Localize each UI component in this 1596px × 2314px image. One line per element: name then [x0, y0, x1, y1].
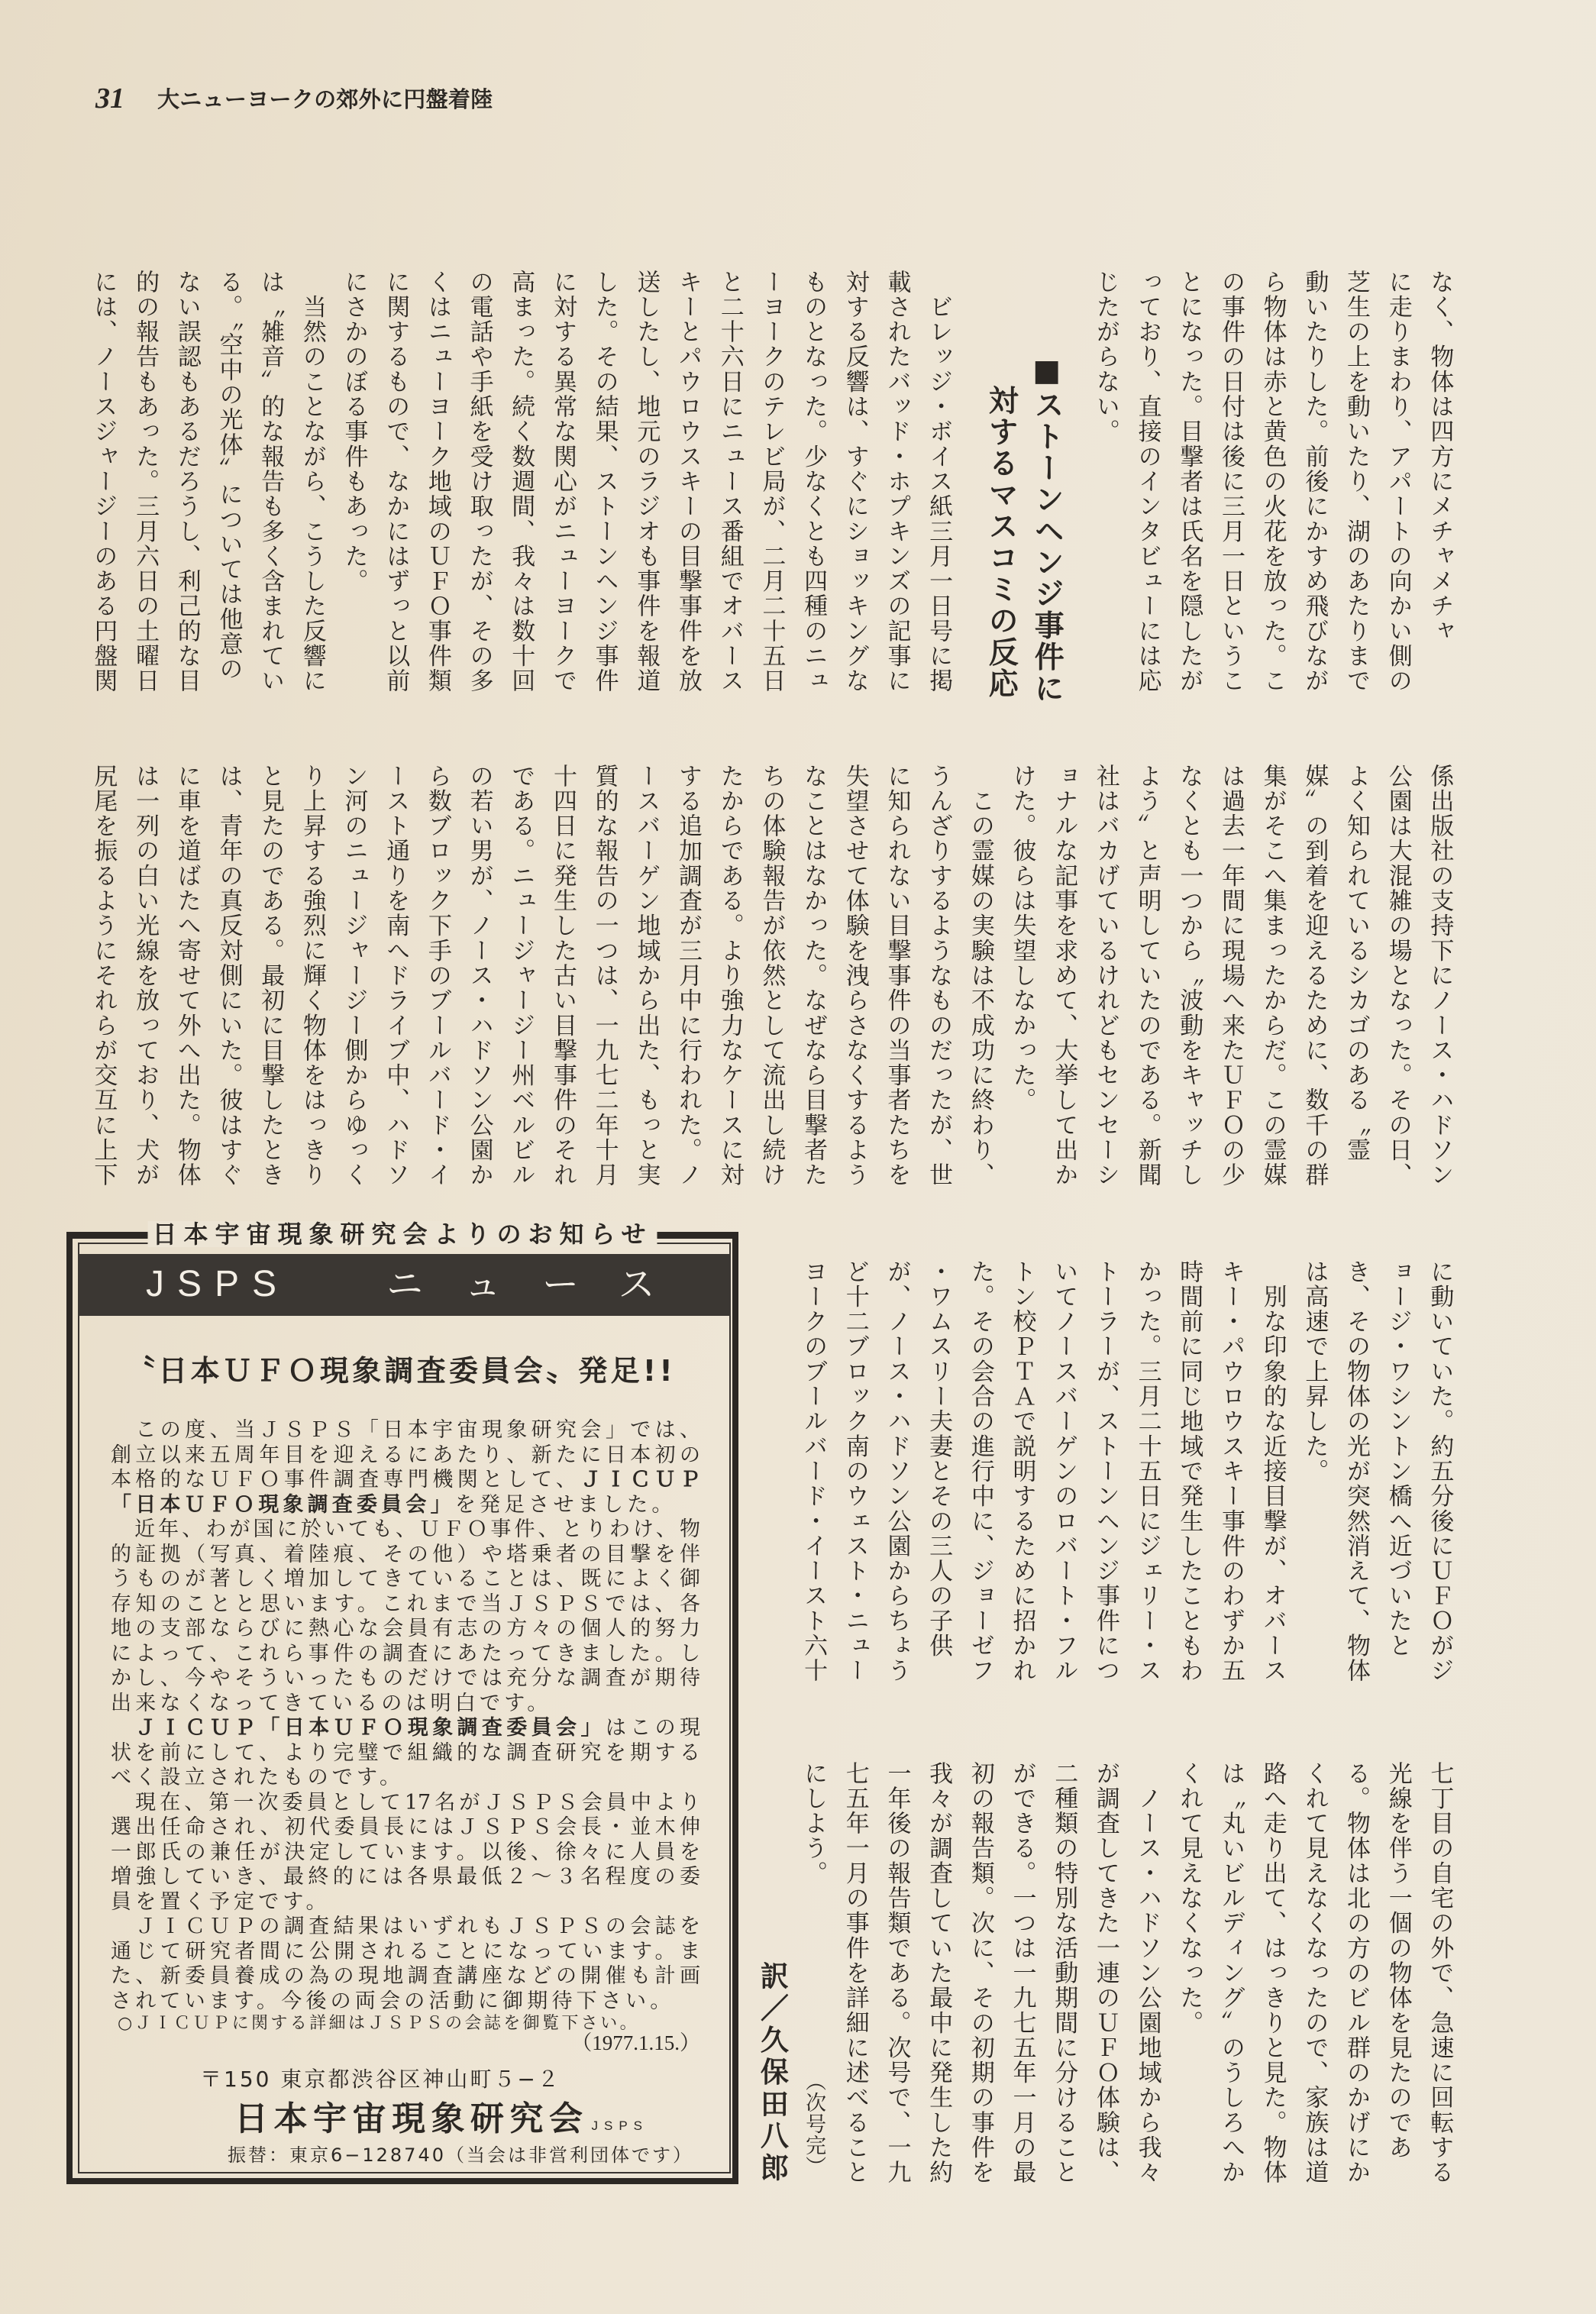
text-segment: 近年、わが国に於いても、ＵＦＯ事件、とりわけ、物 [111, 1517, 700, 1541]
text-column: は〝雑音〟的な報告も多く含まれてい [257, 270, 285, 694]
text-column: トン校ＰＴＡで説明するために招かれ [1008, 1259, 1036, 1684]
text-column: キーとパウロウスキーの目撃事件を放 [674, 270, 702, 694]
text-column: る。〝空中の光体〟については他意の [215, 270, 243, 682]
text-column: に走りまわり、アパートの向かい側の [1384, 270, 1412, 694]
text-column: 路へ走り出て、はっきりと見た。物体 [1258, 1761, 1287, 2186]
notice-body-line [111, 1741, 700, 1766]
text-column: トーラーが、ストーンヘンジ事件につ [1091, 1259, 1119, 1684]
bold-text-segment: ＪＩＣＵＰ「日本ＵＦＯ現象調査委員会」 [135, 1716, 606, 1740]
notice-body-line [111, 1517, 700, 1543]
text-column: ができる。一つは一九七五年一月の最 [1008, 1761, 1036, 2186]
text-column: じたがらない。 [1091, 270, 1119, 444]
text-column: 二種類の特別な活動期間に分けること [1050, 1761, 1078, 2186]
text-segment: 本格的なＵＦＯ事件調査専門機関として、 [111, 1468, 581, 1491]
text-segment: ＪＩＣＵＰの調査結果はいずれもＪＳＰＳの会誌を [111, 1915, 700, 1938]
text-column: 動いたりした。前後にかすめ飛びなが [1300, 270, 1329, 694]
article-bottom-band-upper [792, 1259, 1460, 1718]
notice-body-line [111, 1543, 700, 1568]
text-column: 係出版社の支持下にノース・ハドソン [1426, 764, 1454, 1188]
org-name: 日本宇宙現象研究会 [234, 2099, 589, 2138]
text-segment: 員を置く予定です。 [111, 1889, 331, 1914]
text-column: ースバーゲン地域から出た、もっと実 [632, 764, 661, 1188]
text-column: が調査してきた一連のＵＦＯ体験は、 [1091, 1761, 1119, 2186]
text-segment: 通じて研究者間に公開されることになっています。ま [111, 1939, 700, 1963]
text-column: 媒〟の到着を迎えるために、数千の群 [1300, 764, 1329, 1188]
text-column: くはニューヨーク地域のＵＦＯ事件類 [423, 270, 451, 694]
org-signature [234, 2099, 648, 2139]
text-segment: かし、今やそういったものだけでは充分な調査が期待 [111, 1666, 700, 1690]
notice-footnote: ○ＪＩＣＵＰに関する詳細はＪＳＰＳの会誌を御覧下さい。 [118, 2014, 639, 2033]
notice-body-line [111, 1666, 700, 1692]
text-column: ン河のニュージャージー側からゆっく [340, 764, 368, 1188]
text-column: 的の報告もあった。三月六日の土曜日 [131, 270, 160, 694]
text-column: 載されたバッド・ホプキンズの記事に [883, 270, 911, 694]
text-column: 社はバカげているけれどもセンセーシ [1091, 764, 1119, 1188]
text-column: した。その結果、ストーンヘンジ事件 [590, 270, 619, 694]
text-segment: この度、当ＪＳＰＳ「日本宇宙現象研究会」では、 [111, 1418, 700, 1442]
text-column: にさかのぼる事件もあった。 [340, 270, 368, 594]
text-column: ら数ブロック下手のブールバード・イ [423, 764, 451, 1188]
notice-body-line [111, 1791, 700, 1816]
text-segment: 増強していき、最終的には各県最低２〜３名程度の委 [111, 1865, 700, 1889]
notice-body-line [111, 1418, 700, 1443]
text-column: よう〟と声明していたのである。新聞 [1133, 764, 1161, 1188]
article-top-band [82, 270, 1461, 728]
text-column: が、ノース・ハドソン公園からちょう [883, 1259, 911, 1684]
text-column: けた。彼らは失望しなかった。 [1008, 764, 1036, 1113]
text-column: くれて見えなくなったので、家族は道 [1300, 1761, 1329, 2186]
text-column: き、その物体の光が突然消えて、物体 [1342, 1259, 1371, 1684]
bold-text-segment: 「日本ＵＦＯ現象調査委員会」 [111, 1492, 455, 1517]
text-column: に関するもので、なかにはずっと以前 [382, 270, 410, 694]
section-heading-line: ■ストーンヘンジ事件に [1029, 354, 1065, 705]
text-segment: 出来なくなってきているのは明白です。 [111, 1691, 552, 1715]
notice-body [111, 1418, 700, 2014]
text-column: は〝丸いビルディング〟のうしろへか [1216, 1761, 1245, 2186]
text-segment: はこの現 [605, 1716, 701, 1740]
notice-date: （1977.1.15.） [571, 2031, 700, 2054]
text-column: ビレッジ・ボイス紙三月一日号に掲 [925, 270, 953, 694]
transfer-account: 振替：東京6−128740（当会は非営利団体です） [228, 2144, 693, 2166]
article-bottom-band-lower [751, 1761, 1461, 2219]
text-column: なことはなかった。なぜなら目撃者た [800, 764, 828, 1188]
text-column: には、ノースジャージーのある円盤関 [89, 270, 118, 694]
notice-body-line [111, 1766, 700, 1791]
text-column: 失望させて体験を洩らさなくするよう [841, 764, 869, 1188]
text-column: よく知られているシカゴのある〝霊 [1342, 764, 1371, 1163]
text-column: に車を道ばたへ寄せて外へ出た。物体 [173, 764, 201, 1188]
text-column: かった。三月二十五日にジェリー・ス [1133, 1259, 1161, 1684]
text-column: なく、物体は四方にメチャメチャ [1426, 270, 1454, 644]
notice-body-line [111, 1443, 700, 1469]
text-segment: によって、これら事件の調査にあたってきました。し [111, 1641, 700, 1666]
text-column: 芝生の上を動いたり、湖のあたりまで [1342, 270, 1371, 694]
text-column: は過去一年間に現場へ来たＵＦＯの少 [1216, 764, 1245, 1188]
text-column: 送したし、地元のラジオも事件を報道 [632, 270, 661, 694]
notice-body-line [111, 1940, 700, 1965]
text-segment: うものが著しく増加してきていることは、既によく御 [111, 1567, 700, 1591]
text-column: は一列の白い光線を放っており、犬が [131, 764, 160, 1188]
notice-body-line [111, 1989, 700, 2015]
text-column: にしよう。 [800, 1761, 828, 1886]
text-segment: た、新委員養成の為の現地調査講座などの開催も計画 [111, 1964, 700, 1988]
text-segment: 地の支部ならびに熱心な会員有志の方々の個人的努力 [111, 1617, 700, 1640]
org-address: 〒150 東京都渋谷区神山町５−２ [200, 2067, 561, 2092]
text-segment: 現在、第一次委員として17名がＪＳＰＳ会員中より [111, 1790, 700, 1815]
text-segment: べく設立されたものです。 [111, 1766, 405, 1789]
text-column: 高まった。続く数週間、我々は数十回 [507, 270, 535, 694]
text-column: うんざりするようなものだったが、世 [925, 764, 953, 1188]
text-column: 時間前に同じ地域で発生したこともわ [1175, 1259, 1203, 1684]
translator-credit: 訳／久保田八郎 [755, 1961, 789, 2185]
text-column: 七五年一月の事件を詳細に述べること [841, 1761, 869, 2186]
text-column: 別な印象的な近接目撃が、オバース [1258, 1259, 1287, 1684]
text-column: 七丁目の自宅の外で、急速に回転する [1426, 1761, 1454, 2186]
text-column: いてノースバーゲンのロバート・フル [1050, 1259, 1078, 1684]
text-column: と二十六日にニュース番組でオバース [716, 270, 744, 694]
jsps-notice-box [66, 1222, 738, 2184]
text-column: 対する反響は、すぐにショッキングな [841, 270, 869, 694]
text-segment: 存知のことと思います。これまで当ＪＳＰＳでは、各 [111, 1592, 700, 1616]
notice-body-line [111, 1692, 700, 1717]
notice-body-line [111, 1567, 700, 1592]
notice-headline: 〝日本ＵＦＯ現象調査委員会〟発足!! [126, 1354, 677, 1388]
text-segment: を発足させました。 [454, 1492, 677, 1517]
running-title: 大ニューヨークの郊外に円盤着陸 [157, 86, 493, 112]
text-column: この霊媒の実験は不成功に終わり、 [966, 764, 994, 1188]
text-segment: 創立以来五周年目を迎えるにあたり、新たに日本初の [111, 1443, 700, 1467]
banner-jsps: JSPS [146, 1264, 290, 1304]
text-column: は、青年の真反対側にいた。彼はすぐ [215, 764, 243, 1188]
text-column: ちの体験報告が依然として流出し続け [758, 764, 786, 1188]
text-segment: 一郎氏の兼任が決定しています。以後、徐々に人員を [111, 1840, 700, 1864]
text-column: に対する異常な関心がニューヨークで [548, 270, 577, 694]
notice-body-line [111, 1716, 700, 1741]
text-column: 質的な報告の一つは、一九七二年十月 [590, 764, 619, 1188]
text-column: 公園は大混雑の場となった。その日、 [1384, 764, 1412, 1188]
banner-news: ニュース [386, 1263, 696, 1306]
text-column: キー・パウロウスキー事件のわずか五 [1216, 1259, 1245, 1684]
text-column: っており、直接のインタビューには応 [1133, 270, 1161, 694]
text-column: とになった。目撃者は氏名を隠したが [1175, 270, 1203, 694]
text-column: ースト通りを南へドライブ中、ハドソ [382, 764, 410, 1188]
notice-body-line [111, 1592, 700, 1618]
text-column: ものとなった。少なくとも四種のニュ [800, 270, 828, 694]
text-column: 初の報告類。次に、その初期の事件を [966, 1761, 994, 2186]
notice-body-line [111, 1964, 700, 1989]
notice-body-line [111, 1493, 700, 1518]
text-column: ない誤認もあるだろうし、利己的な目 [173, 270, 201, 694]
text-column: る。物体は北の方のビル群のかげにか [1342, 1761, 1371, 2186]
text-column: ヨークのブールバード・イースト六十 [800, 1259, 828, 1684]
notice-banner [78, 1254, 731, 1316]
text-column: た。その会合の進行中に、ジョーゼフ [966, 1259, 994, 1684]
text-column: 十四日に発生した古い目撃事件のそれ [548, 764, 577, 1188]
text-segment: されています。今後の両会の活動に御期待下さい。 [111, 1989, 675, 2013]
article-middle-band [82, 764, 1461, 1222]
section-heading-line: 対するマスコミの反応 [984, 385, 1019, 700]
text-column: は高速で上昇した。 [1300, 1259, 1329, 1484]
text-column: ョナルな記事を求めて、大挙して出か [1050, 764, 1078, 1188]
text-column: である。ニュージャージー州ベルビル [507, 764, 535, 1188]
text-column: の事件の日付は後に三月一日というこ [1216, 270, 1245, 694]
text-column: に知られない目撃事件の当事者たちを [883, 764, 911, 1188]
notice-box-title: 日本宇宙現象研究会よりのお知らせ [147, 1221, 657, 1247]
text-column: 光線を伴う一個の物体を見たのであ [1384, 1761, 1412, 2160]
text-column: たからである。より強力なケースに対 [716, 764, 744, 1188]
text-column: ノース・ハドソン公園地域から我々 [1133, 1761, 1161, 2186]
notice-body-line [111, 1841, 700, 1866]
text-column: する追加調査が三月中に行われた。ノ [674, 764, 703, 1188]
page-number: 31 [95, 82, 124, 115]
bold-text-segment: ＪＩＣＵＰ [580, 1468, 701, 1491]
notice-body-line [111, 1468, 700, 1493]
text-segment: 的証拠（写真、着陸痕、その他）や塔乗者の目撃を伴 [111, 1542, 700, 1566]
text-segment [111, 1716, 135, 1740]
text-column: くれて見えなくなった。 [1175, 1761, 1203, 2036]
text-column: ・ワムスリー夫妻とその三人の子供 [925, 1259, 953, 1659]
text-column: と見たのである。最初に目撃したとき [257, 764, 285, 1188]
text-column: の電話や手紙を受け取ったが、その多 [465, 270, 493, 694]
notice-body-line [111, 1865, 700, 1890]
notice-body-line [111, 1642, 700, 1667]
text-segment: 状を前にして、より完璧で組織的な調査研究を期する [111, 1740, 700, 1765]
text-column: ョージ・ワシントン橋へ近づいたと [1384, 1259, 1412, 1659]
text-column: ど十二ブロック南のウェスト・ニュー [841, 1259, 869, 1684]
text-column: なくとも一つから〝波動をキャッチし [1175, 764, 1203, 1188]
continued-note: （次号完） [802, 2070, 826, 2177]
text-column: 当然のことながら、こうした反響に [298, 270, 326, 694]
text-column: り上昇する強烈に輝く物体をはっきり [298, 764, 326, 1188]
text-column: ーヨークのテレビ局が、二月二十五日 [758, 270, 786, 694]
org-abbrev: JSPS [591, 2118, 649, 2133]
notice-body-line [111, 1815, 700, 1841]
notice-body-line [111, 1617, 700, 1642]
text-column: 一年後の報告類である。次号で、一九 [883, 1761, 911, 2186]
text-segment: 選出任命され、初代委員長にはＪＳＰＳ会長・並木伸 [111, 1815, 700, 1839]
notice-body-line [111, 1915, 700, 1940]
section-heading [959, 270, 1084, 728]
text-column: の若い男が、ノース・ハドソン公園か [465, 764, 493, 1188]
text-column: ら物体は赤と黄色の火花を放った。こ [1258, 270, 1287, 694]
text-column: 集がそこへ集まったからだ。この霊媒 [1258, 764, 1287, 1188]
text-column: 尻尾を振るようにそれらが交互に上下 [89, 764, 118, 1188]
text-column: に動いていた。約五分後にＵＦＯがジ [1426, 1259, 1454, 1684]
notice-body-line [111, 1890, 700, 1915]
text-column: 我々が調査していた最中に発生した約 [925, 1761, 953, 2186]
